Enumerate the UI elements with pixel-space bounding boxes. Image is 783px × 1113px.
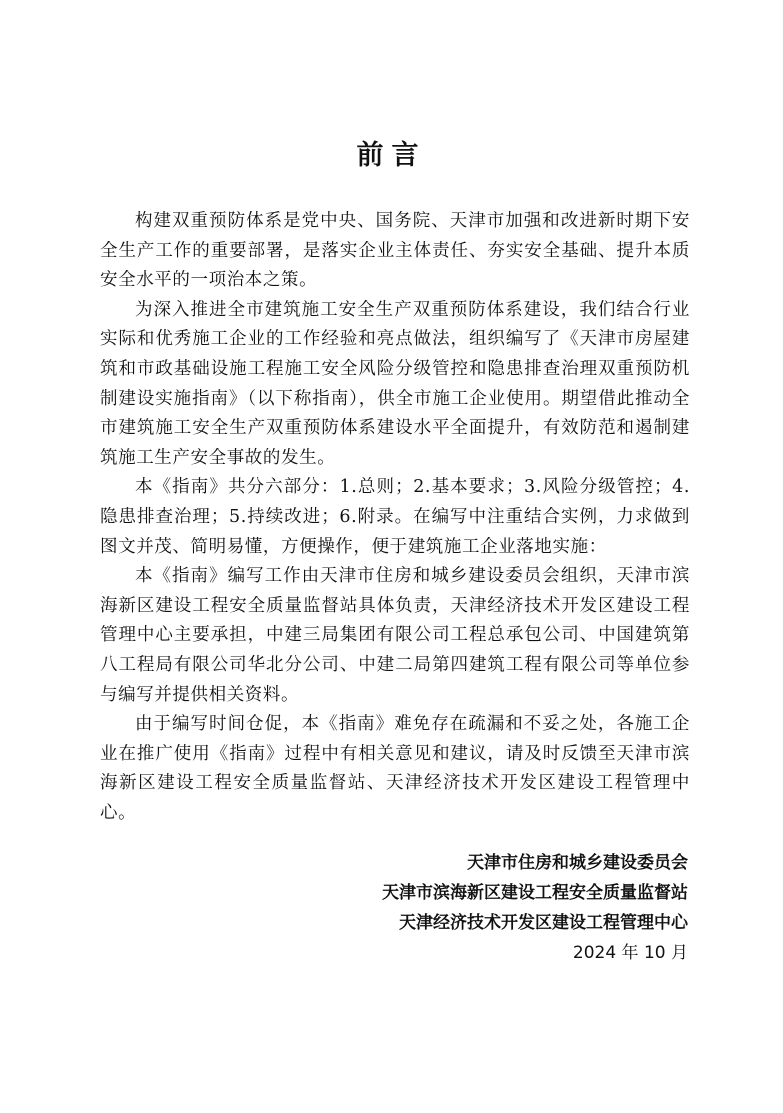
signature-org-binhai-station: 天津市滨海新区建设工程安全质量监督站 bbox=[382, 883, 688, 903]
signature-block bbox=[382, 848, 688, 968]
paragraph-5: 由于编写时间仓促，本《指南》难免存在疏漏和不妥之处，各施工企业在推广使用《指南》过程中有相关意见和建议，请及时反馈至天津市滨海新区建设工程安全质量监督站、天津经济技术开发区建设工程管理中心。 bbox=[100, 714, 690, 823]
signature-org-housing-committee: 天津市住房和城乡建设委员会 bbox=[467, 853, 688, 873]
signature-org-teda-center: 天津经济技术开发区建设工程管理中心 bbox=[399, 913, 688, 933]
page-title: 前言 bbox=[356, 140, 427, 171]
paragraph-4: 本《指南》编写工作由天津市住房和城乡建设委员会组织，天津市滨海新区建设工程安全质量监督站具体负责，天津经济技术开发区建设工程管理中心主要承担，中建三局集团有限公司工程总承包公司、中国建筑第八工程局有限公司华北分公司、中建二局第四建筑工程有限公司等单位参与编写并提供相关资料。 bbox=[100, 566, 690, 705]
signature-date: 2024 年 10 月 bbox=[572, 943, 688, 963]
paragraph-3: 本《指南》共分六部分：1.总则；2.基本要求；3.风险分级管控；4.隐患排查治理；5.持续改进；6.附录。在编写中注重结合实例，力求做到图文并茂、简明易懂，方便操作，便于建筑施工企业落地实施： bbox=[100, 477, 690, 557]
paragraph-1: 构建双重预防体系是党中央、国务院、天津市加强和改进新时期下安全生产工作的重要部署，是落实企业主体责任、夯实安全基础、提升本质安全水平的一项治本之策。 bbox=[100, 211, 690, 291]
paragraph-2: 为深入推进全市建筑施工安全生产双重预防体系建设，我们结合行业实际和优秀施工企业的工作经验和亮点做法，组织编写了《天津市房屋建筑和市政基础设施工程施工安全风险分级管控和隐患排查治理双重预防机制建设实施指南》（以下称指南），供全市施工企业使用。期望借此推动全市建筑施工安全生产双重预防体系建设水平全面提升，有效防范和遏制建筑施工生产安全事故的发生。 bbox=[100, 299, 690, 468]
preface-body bbox=[100, 207, 690, 828]
